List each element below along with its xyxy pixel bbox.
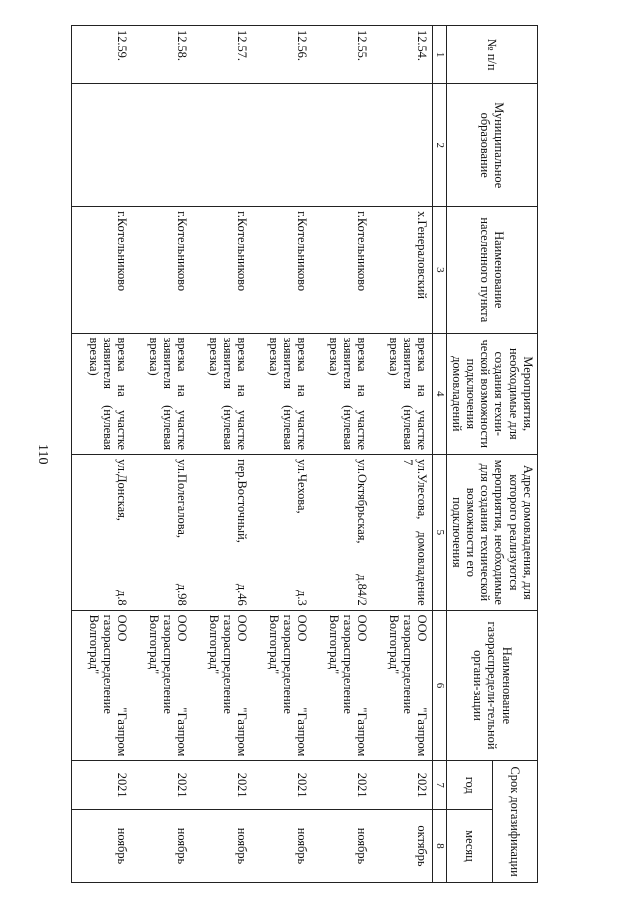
column-number: 1 [433, 26, 447, 84]
row-organization: ООО "Газпром газораспределение Волгоград" [146, 614, 190, 757]
row-municipality-cell [132, 84, 192, 207]
row-month: октябрь [415, 825, 430, 867]
row-address: пер.Восточный, д.46 [235, 459, 250, 606]
row-number-cell [252, 26, 312, 84]
row-year: 2021 [355, 772, 370, 798]
row-month: ноябрь [235, 827, 250, 865]
row-settlement: х.Генераловский [415, 211, 430, 299]
header-year: год [447, 761, 492, 810]
row-number: 12.57. [235, 30, 250, 61]
row-address: ул.Улесова, домовладение 7 [401, 459, 430, 606]
column-number: 2 [433, 84, 447, 207]
header-address: Адрес домовладения, для которого реализуются мероприятия, необходимые для создания технической возможности его подключения [447, 455, 538, 611]
table-row [192, 26, 252, 883]
row-municipality-cell [312, 84, 372, 207]
row-measures-cell [372, 333, 433, 455]
row-year-cell [192, 761, 252, 810]
row-settlement-cell [252, 207, 312, 333]
column-number: 4 [433, 333, 447, 455]
row-organization: ООО "Газпром газораспределение Волгоград" [386, 614, 430, 757]
row-organization-cell [132, 610, 192, 761]
row-address: ул.Чехова, д.3 [295, 459, 310, 606]
row-settlement: г.Котельниково [115, 211, 130, 292]
row-address-cell [372, 455, 433, 611]
row-month-cell [132, 809, 192, 882]
row-year: 2021 [295, 772, 310, 798]
row-address-cell [192, 455, 252, 611]
row-month-cell [192, 809, 252, 882]
header-deadline: Срок догазификации [492, 761, 537, 883]
row-settlement-cell [372, 207, 433, 333]
row-measures-cell [72, 333, 133, 455]
row-organization-cell [252, 610, 312, 761]
row-year-cell [132, 761, 192, 810]
row-year: 2021 [415, 772, 430, 798]
column-numbers-row [433, 26, 447, 883]
row-number: 12.58. [175, 30, 190, 61]
table-header [433, 26, 538, 883]
row-settlement-cell [312, 207, 372, 333]
table-row [372, 26, 433, 883]
row-address-cell [312, 455, 372, 611]
row-organization: ООО "Газпром газораспределение Волгоград" [326, 614, 370, 757]
row-year: 2021 [175, 772, 190, 798]
row-organization: ООО "Газпром газораспределение Волгоград" [266, 614, 310, 757]
row-month: ноябрь [175, 827, 190, 865]
header-month: месяц [447, 809, 492, 882]
row-measures-cell [192, 333, 252, 455]
row-number-cell [132, 26, 192, 84]
gasification-table [71, 25, 538, 883]
header-organization: Наименование газораспредели-тельной органи-зации [447, 610, 538, 761]
row-address: ул.Октябрьская, д.84/2 [355, 459, 370, 606]
row-address-cell [72, 455, 133, 611]
row-month: ноябрь [115, 827, 130, 865]
row-month-cell [372, 809, 433, 882]
row-number-cell [312, 26, 372, 84]
row-organization: ООО "Газпром газораспределение Волгоград" [206, 614, 250, 757]
row-year-cell [372, 761, 433, 810]
page-number: 110 [35, 444, 50, 465]
row-number: 12.55. [355, 30, 370, 61]
table-row [252, 26, 312, 883]
table-row [72, 26, 133, 883]
row-municipality-cell [252, 84, 312, 207]
row-measures: врезка на участке заявителя (нулевая врезка) [206, 337, 250, 451]
row-address-cell [132, 455, 192, 611]
table-body [72, 26, 433, 883]
row-month: ноябрь [295, 827, 310, 865]
row-number-cell [372, 26, 433, 84]
row-organization-cell [72, 610, 133, 761]
header-settlement: Наименование населенного пункта [447, 207, 538, 333]
row-address-cell [252, 455, 312, 611]
row-organization: ООО "Газпром газораспределение Волгоград" [86, 614, 130, 757]
row-month: ноябрь [355, 827, 370, 865]
header-municipality: Муниципальное образование [447, 84, 538, 207]
row-measures: врезка на участке заявителя (нулевая врезка) [326, 337, 370, 451]
row-address: ул.Донская, д.8 [115, 459, 130, 606]
row-year: 2021 [115, 772, 130, 798]
column-number: 5 [433, 455, 447, 611]
row-organization-cell [372, 610, 433, 761]
row-organization-cell [312, 610, 372, 761]
row-measures: врезка на участке заявителя (нулевая врезка) [86, 337, 130, 451]
row-month-cell [312, 809, 372, 882]
row-municipality-cell [72, 84, 133, 207]
column-number: 6 [433, 610, 447, 761]
column-number: 8 [433, 809, 447, 882]
row-number-cell [72, 26, 133, 84]
row-measures-cell [132, 333, 192, 455]
row-measures: врезка на участке заявителя (нулевая врезка) [266, 337, 310, 451]
row-municipality-cell [372, 84, 433, 207]
row-measures: врезка на участке заявителя (нулевая врезка) [386, 337, 430, 451]
row-measures-cell [312, 333, 372, 455]
row-number: 12.56. [295, 30, 310, 61]
row-year-cell [252, 761, 312, 810]
row-municipality-cell [192, 84, 252, 207]
column-number: 3 [433, 207, 447, 333]
row-settlement-cell [192, 207, 252, 333]
row-settlement: г.Котельниково [295, 211, 310, 292]
row-settlement-cell [132, 207, 192, 333]
row-month-cell [72, 809, 133, 882]
row-year-cell [72, 761, 133, 810]
row-year-cell [312, 761, 372, 810]
row-number: 12.59. [115, 30, 130, 61]
table-row [312, 26, 372, 883]
row-number: 12.54. [415, 30, 430, 61]
row-measures-cell [252, 333, 312, 455]
row-organization-cell [192, 610, 252, 761]
row-month-cell [252, 809, 312, 882]
row-number-cell [192, 26, 252, 84]
row-address: ул.Полегалова, д.98 [175, 459, 190, 606]
row-year: 2021 [235, 772, 250, 798]
row-measures: врезка на участке заявителя (нулевая врезка) [146, 337, 190, 451]
column-number: 7 [433, 761, 447, 810]
table-row [132, 26, 192, 883]
row-settlement-cell [72, 207, 133, 333]
row-settlement: г.Котельниково [355, 211, 370, 292]
gasification-table-container [38, 25, 538, 883]
row-settlement: г.Котельниково [235, 211, 250, 292]
header-number: № п/п [447, 26, 538, 84]
row-settlement: г.Котельниково [175, 211, 190, 292]
header-measures: Мероприятия, необходимые для создания техни-ческой возможности подключения домовладений [447, 333, 538, 455]
